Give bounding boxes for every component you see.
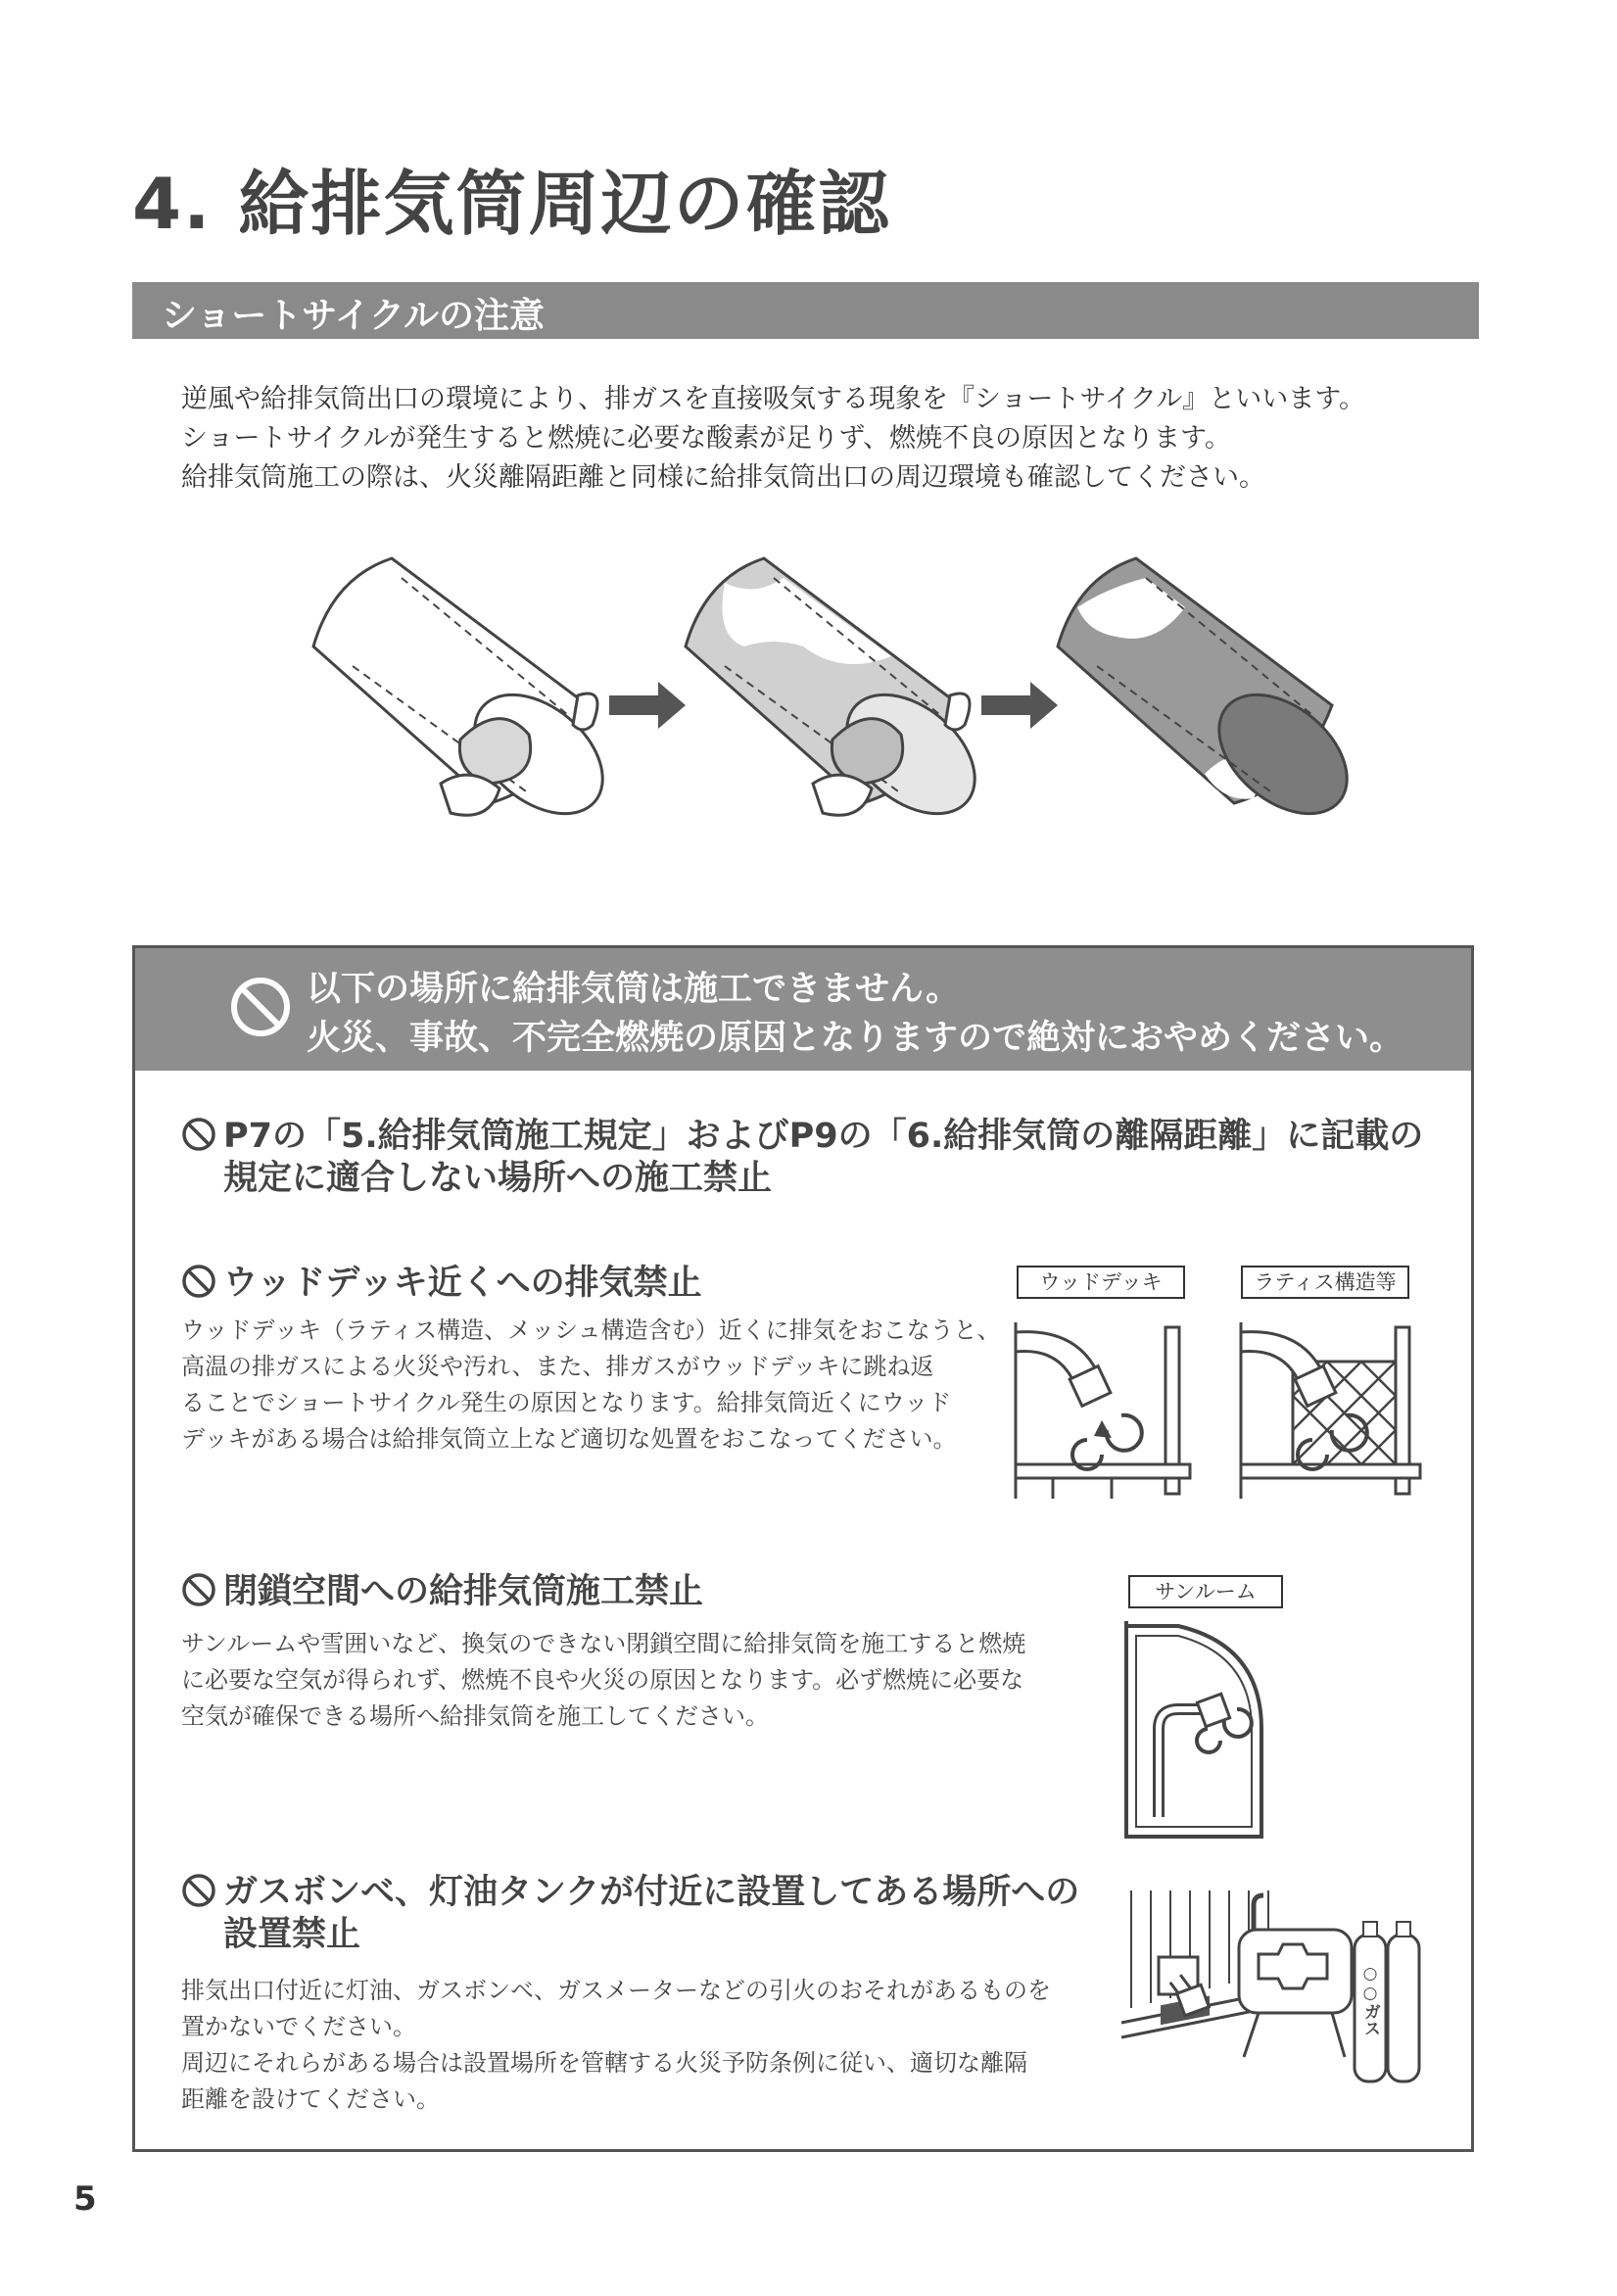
intro-line-1: 逆風や給排気筒出口の環境により、排ガスを直接吸気する現象を『ショートサイクル』といいます。: [181, 384, 1366, 414]
item-4-body-line-1: 排気出口付近に灯油、ガスボンベ、ガスメーターなどの引火のおそれがあるものを: [181, 1977, 1051, 2004]
item-2-body-line-2: 高温の排ガスによる火災や汚れ、また、排ガスがウッドデッキに跳ね返: [181, 1353, 934, 1380]
item-3-body-line-2: に必要な空気が得られず、燃焼不良や火災の原因となります。必ず燃焼に必要な: [181, 1666, 1024, 1694]
pipe-clean-illustration: [313, 558, 625, 837]
lattice-label: ラティス構造等: [1241, 1266, 1409, 1299]
arrow-right-icon: [609, 682, 686, 729]
pipe-heavily-dirty-illustration: [1058, 558, 1369, 837]
item-3-body-line-3: 空気が確保できる場所へ給排気筒を施工してください。: [181, 1702, 769, 1730]
prohibition-small-icon: [181, 1873, 216, 1908]
pipe-partially-dirty-illustration: [686, 558, 997, 837]
prohibition-header-line-1: 以下の場所に給排気筒は施工できません。: [307, 970, 961, 1009]
wood-deck-illustration: [1014, 1322, 1190, 1499]
prohibition-small-icon: [181, 1117, 216, 1152]
item-4-body-line-2: 置かないでください。: [181, 2013, 416, 2040]
prohibition-small-icon: [181, 1572, 216, 1607]
arrow-right-icon: [981, 682, 1058, 729]
item-2-body-line-4: デッキがある場合は給排気筒立上など適切な処置をおこなってください。: [181, 1425, 957, 1453]
item-4-title-line-2: 設置禁止: [223, 1915, 361, 1954]
item-3-title: 閉鎖空間への給排気筒施工禁止: [223, 1572, 704, 1611]
item-4-body-line-3: 周辺にそれらがある場合は設置場所を管轄する火災予防条例に従い、適切な離隔: [181, 2049, 1027, 2077]
gas-cylinder-label: ○○ガス: [1360, 1964, 1380, 2036]
lattice-illustration: [1239, 1322, 1420, 1499]
item-3-body-line-1: サンルームや雪囲いなど、換気のできない閉鎖空間に給排気筒を施工すると燃焼: [181, 1630, 1026, 1657]
item-1-title-line-1: P7の「5.給排気筒施工規定」およびP9の「6.給排気筒の離隔距離」に記載の: [223, 1117, 1424, 1156]
item-2-body-line-1: ウッドデッキ（ラティス構造、メッシュ構造含む）近くに排気をおこなうと、: [181, 1316, 1001, 1344]
wood-deck-label: ウッドデッキ: [1017, 1266, 1185, 1299]
prohibition-header-line-2: 火災、事故、不完全燃焼の原因となりますので絶対におやめください。: [307, 1019, 1404, 1058]
prohibition-small-icon: [181, 1264, 216, 1299]
page-title: 4. 給排気筒周辺の確認: [132, 163, 891, 245]
short-cycle-illustration: [294, 539, 1322, 833]
item-4-title-line-1: ガスボンベ、灯油タンクが付近に設置してある場所への: [223, 1873, 1080, 1912]
page-number: 5: [73, 2179, 97, 2219]
prohibition-icon: [228, 975, 293, 1039]
sunroom-illustration: [1124, 1621, 1271, 1842]
section-header-bar: [132, 282, 1479, 339]
item-2-title: ウッドデッキ近くへの排気禁止: [223, 1264, 702, 1303]
intro-line-2: ショートサイクルが発生すると燃焼に必要な酸素が足りず、燃焼不良の原因となります。: [181, 423, 1231, 454]
sunroom-label: サンルーム: [1128, 1575, 1283, 1608]
item-1-title-line-2: 規定に適合しない場所への施工禁止: [223, 1159, 773, 1198]
item-4-body-line-4: 距離を設けてください。: [181, 2085, 440, 2113]
intro-line-3: 給排気筒施工の際は、火災離隔距離と同様に給排気筒出口の周辺環境も確認してください。: [181, 462, 1265, 493]
item-2-body-line-3: ることでショートサイクル発生の原因となります。給排気筒近くにウッド: [181, 1389, 952, 1416]
section-title: ショートサイクルの注意: [162, 296, 545, 336]
